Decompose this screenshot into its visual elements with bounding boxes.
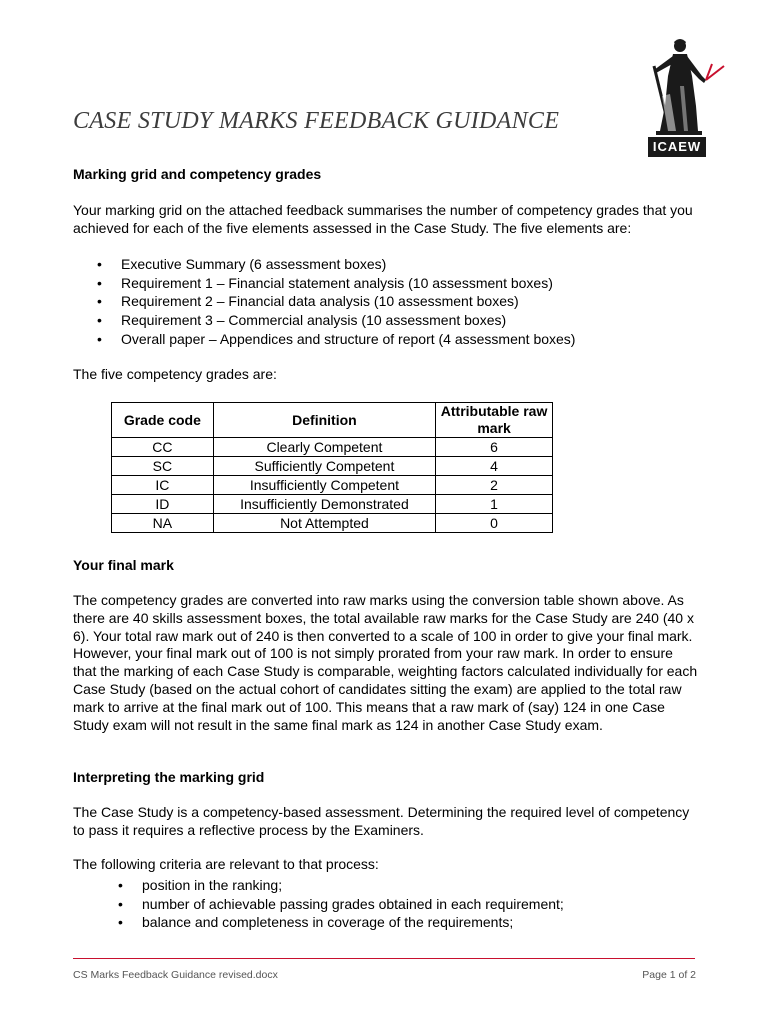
table-cell: NA: [112, 514, 214, 533]
document-title: CASE STUDY MARKS FEEDBACK GUIDANCE: [73, 108, 560, 134]
footer-divider: [73, 958, 695, 959]
heading-interpreting-grid: Interpreting the marking grid: [73, 769, 265, 785]
table-header-row: [112, 403, 553, 438]
table-row: [112, 457, 553, 476]
elements-list: [97, 255, 575, 349]
table-cell: 1: [436, 495, 553, 514]
table-cell: Insufficiently Competent: [213, 476, 435, 495]
criteria-intro: The following criteria are relevant to that process:: [73, 856, 379, 872]
table-cell: 4: [436, 457, 553, 476]
marking-grid-intro: Your marking grid on the attached feedback summarises the number of competency grades that you achieved for each of the five elements assessed in the Case Study. The five elements are:: [73, 202, 693, 236]
table-cell: Not Attempted: [213, 514, 435, 533]
table-cell: 0: [436, 514, 553, 533]
interpreting-body: The Case Study is a competency-based assessment. Determining the required level of competency to pass it requires a reflective process by the Examiners.: [73, 804, 690, 838]
icaew-wordmark: ICAEW: [648, 137, 706, 157]
list-item: • Requirement 2 – Financial data analysis (10 assessment boxes): [97, 292, 575, 311]
final-mark-body: The competency grades are converted into raw marks using the conversion table shown above. As there are 40 skills assessment boxes, the total available raw marks for the Case Study are 240 (40 x 6). Your total raw mark out of 240 is then converted to a scale of 100 in order to give your final mark. However, your final mark out of 100 is not simply prorated from your raw mark. In order to ensure that the marking of each Case Study is comparable, weighting factors calculated individually for each Case Study (based on the actual cohort of candidates sitting the exam) are applied to the total raw mark to arrive at the final mark out of 100. This means that a raw mark of (say) 124 in one Case Study exam will not result in the same final mark as 124 in another Case Study exam.: [73, 592, 698, 733]
table-cell: Clearly Competent: [213, 438, 435, 457]
list-item: • Requirement 1 – Financial statement analysis (10 assessment boxes): [97, 274, 575, 293]
table-cell: Sufficiently Competent: [213, 457, 435, 476]
footer-page-number: Page 1 of 2: [642, 969, 696, 981]
criteria-list: [118, 876, 564, 932]
table-cell: Insufficiently Demonstrated: [213, 495, 435, 514]
table-row: [112, 514, 553, 533]
table-cell: 2: [436, 476, 553, 495]
table-row: [112, 476, 553, 495]
column-header: Grade code: [112, 403, 214, 438]
table-cell: CC: [112, 438, 214, 457]
table-row: [112, 438, 553, 457]
table-cell: ID: [112, 495, 214, 514]
table-cell: 6: [436, 438, 553, 457]
list-item: • Executive Summary (6 assessment boxes): [97, 255, 575, 274]
list-item: • balance and completeness in coverage of the requirements;: [118, 913, 564, 932]
list-item: • Overall paper – Appendices and structure of report (4 assessment boxes): [97, 330, 575, 349]
column-header: Definition: [213, 403, 435, 438]
grades-intro: The five competency grades are:: [73, 366, 277, 382]
list-item: • Requirement 3 – Commercial analysis (10 assessment boxes): [97, 311, 575, 330]
table-cell: IC: [112, 476, 214, 495]
column-header: Attributable raw mark: [436, 403, 553, 438]
heading-final-mark: Your final mark: [73, 557, 174, 573]
footer-filename: CS Marks Feedback Guidance revised.docx: [73, 969, 278, 981]
competency-grades-table: [111, 402, 553, 533]
list-item: • number of achievable passing grades obtained in each requirement;: [118, 895, 564, 914]
list-item: • position in the ranking;: [118, 876, 564, 895]
table-cell: SC: [112, 457, 214, 476]
heading-marking-grid: Marking grid and competency grades: [73, 166, 322, 182]
table-row: [112, 495, 553, 514]
